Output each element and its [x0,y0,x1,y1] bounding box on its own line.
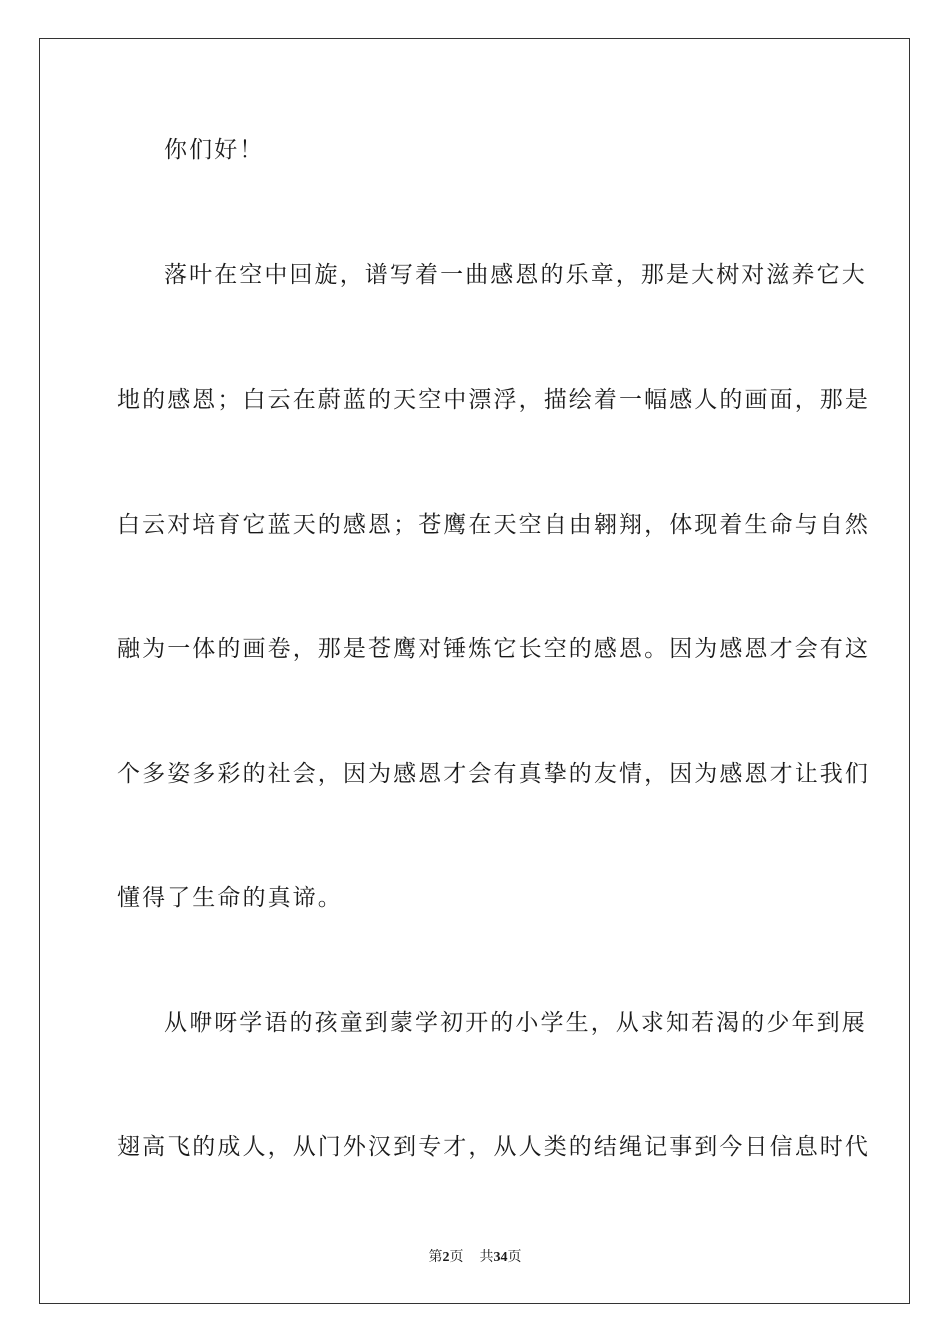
paragraph-line: 白云对培育它蓝天的感恩；苍鹰在天空自由翱翔，体现着生命与自然 [117,512,870,538]
total-prefix: 共 [479,1250,494,1265]
page-footer [0,1248,950,1268]
paragraph-line: 懂得了生命的真谛。 [117,885,343,911]
total-suffix: 页 [507,1250,522,1265]
paragraph-line: 落叶在空中回旋，谱写着一曲感恩的乐章，那是大树对滋养它大 [164,262,867,288]
page-frame [39,38,910,1304]
page-prefix: 第 [428,1250,443,1265]
page-suffix: 页 [449,1250,464,1265]
page-number: 2 [442,1250,450,1265]
paragraph-line: 融为一体的画卷，那是苍鹰对锤炼它长空的感恩。因为感恩才会有这 [117,636,870,662]
paragraph-line: 翅高飞的成人，从门外汉到专才，从人类的结绳记事到今日信息时代 [117,1134,870,1160]
paragraph-line: 地的感恩；白云在蔚蓝的天空中漂浮，描绘着一幅感人的画面，那是 [117,387,870,413]
total-pages: 34 [493,1250,508,1265]
paragraph-line: 从咿呀学语的孩童到蒙学初开的小学生，从求知若渴的少年到展 [164,1010,867,1036]
greeting-line: 你们好！ [164,137,265,163]
paragraph-line: 个多姿多彩的社会，因为感恩才会有真挚的友情，因为感恩才让我们 [117,761,870,787]
